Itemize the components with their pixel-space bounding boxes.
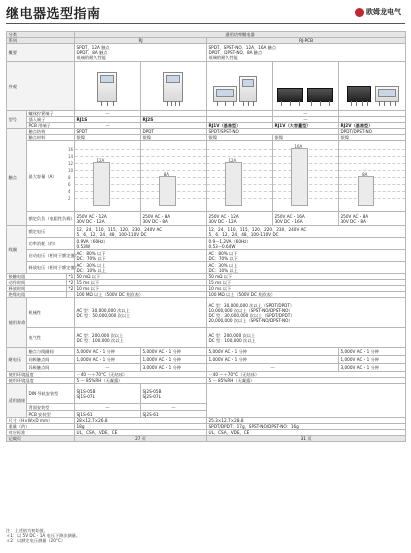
relay-product-icon [213, 86, 237, 102]
y-tick-label: 4 [68, 188, 71, 194]
spec-value-rj: UL、CSA、VDE、CE [75, 430, 207, 436]
chart-column-3 [273, 141, 339, 212]
row-label-category: 分类 [7, 32, 75, 38]
table-row [7, 436, 406, 442]
rated-load: 250V AC・16A 30V DC・16A [273, 212, 339, 226]
dielectric-value: 5,000V AC・1 分钟 [339, 348, 406, 356]
rated-load-label: 额定负负（电阻性负载） [27, 212, 75, 226]
pcb-socket-label: PCB 安装型 [27, 411, 75, 418]
coil-sub-label: 释放电压（相对于额定值） [27, 262, 75, 274]
product-photo-1 [141, 62, 207, 111]
bar-value-label: 8A [163, 171, 169, 177]
row-label-overview: 概要 [7, 44, 75, 62]
spec-label: 使用环境湿度 [7, 378, 75, 384]
y-tick-label: 2 [68, 195, 71, 201]
coil-value-rj-pcb: AC：80% 以下 DC：70% 以下 [207, 250, 406, 262]
row-label-coil: 线圈 [7, 226, 27, 274]
footnote-ref: *2 [68, 280, 74, 285]
dielectric-sub-label: 异极触点间 [27, 364, 75, 372]
current-bar [358, 176, 375, 206]
contact-material: 银镍 [141, 135, 207, 141]
contact-material: 银镍 [207, 135, 273, 141]
max-current-label: 最大容量（A） [27, 141, 75, 212]
spec-value-rj: 50 mΩ 以下 [75, 274, 207, 280]
gridline [339, 163, 405, 164]
coil-value-rj: 0.9VA（60Hz） 0.53W [75, 238, 207, 250]
row-label-appearance: 外观 [7, 62, 75, 111]
spec-value-rj-pcb: 100 MΩ 以上（500V DC 兆欧表） [207, 292, 406, 298]
dielectric-value: 1,000V AC・1 分钟 [207, 356, 339, 364]
dielectric-value: — [75, 364, 141, 372]
life-elec-rj: AC 型：200,000 次以上 DC 型：100,000 次以上 [75, 328, 207, 348]
dielectric-sub-label: 同极触点间 [27, 356, 75, 364]
gridline [141, 149, 206, 150]
dielectric-value: — [207, 364, 339, 372]
spec-label: 使用环境温度 [7, 372, 75, 378]
footnote: ＊1：以 5V DC・1A 电压下降法测量。 [6, 533, 81, 539]
coil-value-rj-pcb: 0.9～1.2VA（60Hz） 0.53～0.64W [207, 238, 406, 250]
overview-rj: SPDT、12A 触点 DPDT、8A 触点 低端的耐久性能 [75, 44, 207, 62]
table-row [7, 62, 406, 111]
spec-value-rj-pcb: 25.3×12.7×28.8 [207, 418, 406, 424]
gridline [75, 149, 140, 150]
pcb-socket-value: SJ1S-61 [75, 411, 141, 418]
gridline [339, 149, 405, 150]
table-row [7, 212, 406, 226]
rated-load: 250V AC・12A 30V DC・12A [207, 212, 273, 226]
relay-product-icon [277, 88, 303, 102]
spec-value-rj-pcb: SPDT/DPDT：17g，SPST-NO/DPST-NO：16g [207, 424, 406, 430]
type-value: RJ1V（基准型） [207, 123, 273, 129]
type-value: RJ1V（大容量型） [273, 123, 339, 129]
brand-mark-icon [355, 8, 364, 17]
row-label-life: 使用寿命 [7, 298, 27, 348]
contact-material: 银镍 [339, 135, 406, 141]
contact-form: DPDT/DPST-NO [339, 129, 406, 135]
relay-product-icon [97, 72, 117, 102]
rated-load: 250V AC・8A 30V DC・8A [339, 212, 406, 226]
relay-product-icon [347, 86, 371, 102]
title-rule [6, 23, 405, 24]
current-bar [291, 148, 307, 206]
rated-load: 250V AC・8A 30V DC・8A [141, 212, 207, 226]
back-mount-label: 背面安装型 [27, 404, 75, 411]
series-rj-pcb: RJ-PCB [207, 38, 406, 44]
dielectric-value: 1,000V AC・1 分钟 [141, 356, 207, 364]
table-row [7, 226, 406, 238]
row-label-contact: 触点 [7, 129, 27, 226]
bar-value-label: 16A [294, 143, 303, 149]
bar-value-label: 12A [228, 157, 237, 163]
y-tick-label: 8 [68, 174, 71, 180]
spec-value-rj: 15 ms 以下 [75, 280, 207, 286]
contact-form: SPDT [75, 129, 141, 135]
coil-value-rj-pcb: AC：30% 以上 DC：10% 以上 [207, 262, 406, 274]
page-ref-rj: 27 页 [75, 436, 207, 442]
spec-value-rj: 10 ms 以下 [75, 286, 207, 292]
back-mount-value: — [75, 404, 141, 411]
gridline [339, 156, 405, 157]
current-bar [159, 176, 175, 206]
spec-value-rj-pcb: 10 ms 以下 [207, 286, 406, 292]
table-row [7, 298, 406, 328]
coil-value-rj: AC：30% 以上 DC：10% 以上 [75, 262, 207, 274]
spec-label: 释放时间 [7, 286, 67, 292]
spec-value-rj: －40 ～＋70°C（无结冰） [75, 372, 207, 378]
page-ref-rj-pcb: 31 页 [207, 436, 406, 442]
page-ref-label: 记载页 [7, 436, 75, 442]
footnote: 注：上述值为初始值。 [6, 528, 48, 533]
relay-product-icon [307, 88, 333, 102]
gridline [141, 170, 206, 171]
spec-table [6, 31, 406, 442]
page-title: 继电器选型指南 [6, 7, 101, 22]
socket-pcb-empty [207, 384, 406, 418]
y-tick-label: 16 [68, 146, 74, 152]
gridline [141, 163, 206, 164]
product-photo-0 [75, 62, 141, 111]
current-bar [93, 162, 109, 206]
spec-value-rj: 100 MΩ 以上（500V DC 兆欧表） [75, 292, 207, 298]
type-value: — [273, 111, 339, 117]
rated-load: 250V AC・12A 30V DC・12A [75, 212, 141, 226]
dielectric-value: 5,000V AC・1 分钟 [141, 348, 207, 356]
spec-value-rj: 5 ～ 85%RH（无凝露） [75, 378, 207, 384]
product-photo-2 [207, 62, 273, 111]
relay-product-icon [163, 72, 183, 102]
life-mech-label: 机械性 [27, 298, 75, 328]
row-label-dielectric: 耐电压 [7, 348, 27, 372]
product-photo-3 [273, 62, 339, 111]
gridline [207, 156, 272, 157]
life-mech-rj: AC 型：30,000,000 次以上 DC 型：50,000,000 次以上 [75, 298, 207, 328]
spec-value-rj-pcb: 15 ms 以下 [207, 280, 406, 286]
table-row [7, 262, 406, 274]
table-row [7, 141, 406, 212]
brand-logo [355, 7, 401, 17]
spec-value-rj-pcb: －40 ～＋70°C（无结冰） [207, 372, 406, 378]
y-tick-label: 6 [68, 181, 71, 187]
spec-value-rj: 28×12.7×26.8 [75, 418, 207, 424]
type-value: RJ2S [141, 117, 207, 123]
table-row [7, 384, 406, 404]
coil-sub-label: 功率消耗（约） [27, 238, 75, 250]
contact-form: SPDT/SPST-NO [207, 129, 339, 135]
din-socket-rj1s: SJ1S-05B SJ1S-07L [75, 384, 141, 404]
table-row [7, 364, 406, 372]
table-row [7, 328, 406, 348]
overview-rj-pcb: SPDT、SPST-NO、12A、16A 触点 DPDT、DPST-NO、8A 触点 低端的耐久性能 [207, 44, 406, 62]
pcb-socket-value: SJ2S-61 [141, 411, 207, 418]
contact-material: 银镍 [273, 135, 339, 141]
chart-column-1 [141, 141, 207, 212]
y-tick-label: 12 [68, 160, 74, 166]
footnote-ref: *1 [68, 274, 74, 279]
din-label: DIN 导轨安装型 [27, 384, 75, 404]
dielectric-value: 1,000V AC・1 分钟 [339, 356, 406, 364]
coil-sub-label: 启动电压（相对于额定值） [27, 250, 75, 262]
type-value: RJ1S [75, 117, 141, 123]
row-label-socket: 适用插座 [7, 384, 27, 418]
contact-material-label: 触点材料 [27, 135, 75, 141]
coil-sub-label: 额定电压 [27, 226, 75, 238]
footnote-ref: *2 [68, 286, 74, 291]
footnotes [6, 528, 80, 544]
spec-label: 绝缘电阻 [7, 292, 67, 298]
spec-value-rj-pcb: UL、CSA、VDE、CE [207, 430, 406, 436]
gridline [339, 170, 405, 171]
table-row [7, 238, 406, 250]
coil-value-rj: AC：80% 以下 DC：70% 以下 [75, 250, 207, 262]
contact-form-label: 触点结构 [27, 129, 75, 135]
chart-column-4 [339, 141, 406, 212]
coil-value-rj-pcb: 12、24、110、115、120、220、230、240V AC 5、6、12、24、48、100-110V DC [207, 226, 406, 238]
gridline [75, 156, 140, 157]
dielectric-value: 1,000V AC・1 分钟 [75, 356, 141, 364]
spec-label: 动作时间 [7, 280, 67, 286]
spec-value-rj-pcb: 5 ～ 85%RH（无凝露） [207, 378, 406, 384]
dielectric-value: 5,000V AC・1 分钟 [207, 348, 339, 356]
bar-value-label: 8A [362, 171, 368, 177]
din-socket-rj2s: SJ2S-05B SJ2S-07L [141, 384, 207, 404]
spec-label: 对应标准 [7, 430, 75, 436]
relay-product-icon [239, 76, 257, 102]
type-value: — [75, 111, 141, 117]
type-value: — [273, 117, 339, 123]
contact-form: DPDT [141, 129, 207, 135]
life-elec-label: 电气性 [27, 328, 75, 348]
gridline [141, 156, 206, 157]
row-label-type: 型号 [7, 111, 27, 129]
type-sub-label: 插入端子 [27, 117, 75, 123]
spec-label: 尺寸（H×W×D mm） [7, 418, 75, 424]
row-label-series: 系列 [7, 38, 75, 44]
spec-value-rj-pcb: 50 mΩ 以下 [207, 274, 406, 280]
chart-column-2 [207, 141, 273, 212]
contact-material: 银镍 [75, 135, 141, 141]
dielectric-sub-label: 触点与线圈间 [27, 348, 75, 356]
product-photo-4 [339, 62, 406, 111]
spec-table-body [7, 32, 406, 442]
brand-name: 欧姆龙电气 [366, 8, 401, 16]
bar-value-label: 12A [96, 157, 105, 163]
footnote: ＊2：以额定电压测量（20°C） [6, 538, 66, 544]
spec-value-rj: 18g [75, 424, 207, 430]
table-row [7, 348, 406, 356]
y-tick-label: 10 [68, 167, 74, 173]
table-row [7, 356, 406, 364]
series-rj: RJ [75, 38, 207, 44]
category-value: 通用功率继电器 [75, 32, 406, 38]
type-value: RJ2V（基准型） [339, 123, 406, 129]
relay-product-icon [375, 86, 399, 102]
spec-label: 重量（约） [7, 424, 75, 430]
type-value: — [75, 123, 141, 129]
chart-column-0 [68, 141, 141, 212]
life-elec-rj-pcb: AC 型：200,000 次以上 DC 型：100,000 次以上 [207, 328, 406, 348]
life-mech-rj-pcb: AC 型：30,000,000 次以上（SPDT/DPDT） 10,000,000 次以上（SPST-NO/DPST-NO） DC 型：30,000,000 次以上（SPDT/DPDT） 20,000,000 次以上（SPST-NO/DPST-NO） [207, 298, 406, 328]
type-sub-label: 螺丝拧紧端子 [27, 111, 75, 117]
dielectric-value: 3,000V AC・1 分钟 [339, 364, 406, 372]
spec-label: 接触电阻 [7, 274, 67, 280]
gridline [207, 149, 272, 150]
coil-value-rj: 12、24、110、115、120、230、240V AC 5、6、12、24、48、100-110V DC [75, 226, 207, 238]
table-row [7, 250, 406, 262]
type-sub-label: PCB 用端子 [27, 123, 75, 129]
table-row [7, 44, 406, 62]
back-mount-value: — [141, 404, 207, 411]
dielectric-value: 3,000V AC・1 分钟 [141, 364, 207, 372]
current-bar [225, 162, 241, 206]
y-tick-label: 14 [68, 153, 74, 159]
dielectric-value: 5,000V AC・1 分钟 [75, 348, 141, 356]
